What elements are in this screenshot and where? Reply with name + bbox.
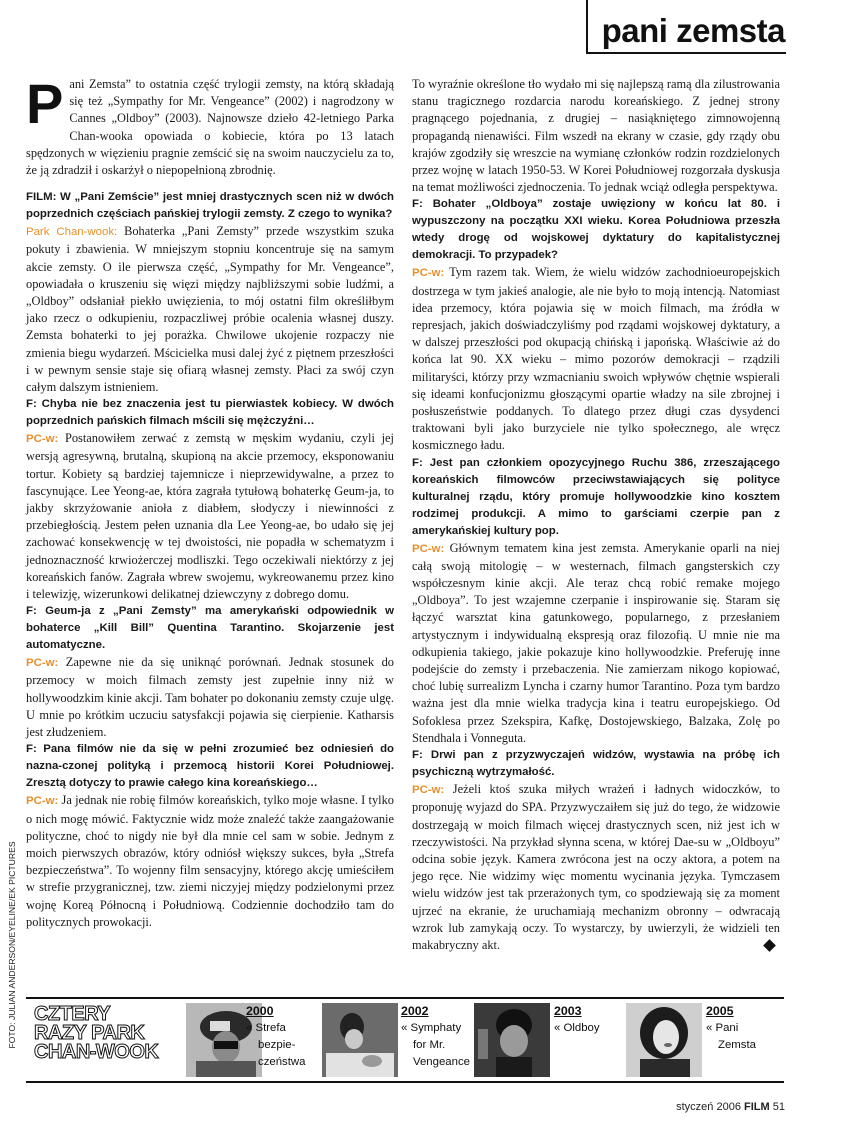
- question: F: Drwi pan z przyzwyczajeń widzów, wystawia na próbę ich psychiczną wytrzymałość.: [412, 749, 780, 779]
- film-title: for Mr.: [413, 1039, 446, 1051]
- answer-text: Ja jednak nie robię filmów koreańskich, tylko moje własne. I tylko o nich mogę mówić. Faktycznie widz może znaleźć także zaangażowanie polityczne, choć to nigdy nie był dla mnie cel sam w sobie. Jednym z moich pierwszych obrazów, który odniósł większy sukces, była „Strefa bezpieczeństwa”. To wojenny film sensacyjny, którego akcję umieściłem w strefie przygranicznej, tzw. ziemi niczyjej między podzielonymi przez wojnę Koreą Północną i Południową. Codziennie dochodziło tam do politycznych prowokacji.: [26, 793, 394, 929]
- film-title: « Pani: [706, 1022, 739, 1034]
- question: F: Jest pan członkiem opozycyjnego Ruchu 386, zrzeszającego koreańskich filmowców przeciwstawiających się polityce kulturalnej rządu, który promuje hollywoodzkie kino kosztem rodzimej produkcji. A mimo to garściami czerpie pan z amerykańskiej kultury pop.: [412, 456, 780, 537]
- film-title: « Oldboy: [554, 1022, 600, 1034]
- film-year: 2000: [246, 1004, 274, 1018]
- film-entry: [706, 1003, 756, 1054]
- speaker-label: Park Chan-wook:: [26, 226, 118, 239]
- film-entry: [554, 1003, 600, 1037]
- question: F: Chyba nie bez znaczenia jest tu pierwiastek kobiecy. W dwóch poprzednich pańskich filmach mścili się mężczyźni…: [26, 398, 394, 428]
- speaker-label: PC-w:: [412, 267, 445, 280]
- oldboy-photo: [474, 1003, 550, 1077]
- film-year: 2002: [401, 1004, 429, 1018]
- speaker-label: PC-w:: [412, 542, 445, 555]
- answer: [26, 654, 394, 741]
- magazine-name: FILM: [744, 1101, 770, 1113]
- continued-paragraph: To wyraźnie określone tło wydało mi się najlepszą ramą dla zilustrowania stanu tragicznego rozdarcia narodu koreańskiego. Z jednej strony pragnącego pojednania, z drugiej – nasiąkniętego zimnowojenną propagandą nienawiści. Film wszedł na ekrany w czasie, gdy rządy obu krajów zgodziły się wreszcie na wymianę członków rodzin rozdzielonych przez wojnę w latach 1950-53. W Korei Południowej rozgorzała dyskusja na temat możliwości zjednoczenia. To jednak wciąż odległa perspektywa.: [412, 77, 780, 195]
- heading-line: CHAN-WOOK: [34, 1041, 159, 1063]
- photo-credit: [2, 770, 16, 1130]
- film-year: 2003: [554, 1004, 582, 1018]
- dinner-scene-photo: [322, 1003, 398, 1077]
- header-rule-vertical: [586, 0, 588, 54]
- answer-text: Tym razem tak. Wiem, że wielu widzów zachodnioeuropejskich dostrzega w tym jakieś analogie, ale nie było to moją intencją. Natomiast idea przemocy, która pojawia się w moich filmach, ma źródła w represjach, jakich doświadczyliśmy pod rządami wojskowej dyktatury, a w dalszej przeszłości pod okupacją chińską i japońską. Właściwie aż do końca lat 90. XX wieku – mimo pozorów demokracji – rządzili militaryści, którzy przy wzmacnianiu swoich wpływów chętnie wspierali się ideami konfucjonizmu głoszącymi opartie władzy na sile zbrojnej i posłuszeństwie poddanych. To dlatego przez długi czas dysydenci traktowani byli jako burzyciele nie tylko społecznego, ale wręcz kosmicznego ładu.: [412, 265, 780, 453]
- header-rule-horizontal: [586, 52, 786, 54]
- end-mark-icon: [763, 939, 776, 952]
- intro-paragraph: [26, 72, 394, 179]
- heading-line: CZTERY: [34, 1003, 111, 1025]
- speaker-label: PC-w:: [412, 784, 445, 797]
- film-entry: [401, 1003, 470, 1071]
- qa-block: [26, 741, 394, 931]
- film-title: « Symphaty: [401, 1022, 462, 1034]
- question: FILM: W „Pani Zemście” jest mniej drastycznych scen niż w dwóch poprzednich częściach pańskiej trylogii zemsty. Z czego to wynika?: [26, 191, 394, 221]
- film-year: 2005: [706, 1004, 734, 1018]
- qa-block: [26, 396, 394, 603]
- speaker-label: PC-w:: [26, 657, 59, 670]
- intro-text: ani Zemsta” to ostatnia część trylogii zemsty, na którą składają się też „Sympathy for Mr. Vengeance” (2002) i nagrodzony w Cannes „Oldboy” (2003). Najnowsze dzieło 42-letniego Parka Chan-wooka opowiada o kobiecie, która po 13 latach spędzonych w więzieniu pragnie zemścić się na swoim nauczycielu za to, że ją zdradził i oskarżył o niepopełnioną zbrodnię.: [26, 77, 394, 178]
- film-title: Zemsta: [718, 1039, 756, 1051]
- answer: [412, 781, 780, 954]
- filmography-strip: [26, 997, 784, 1083]
- question: F: Pana filmów nie da się w pełni zrozumieć bez odniesień do nazna-czonej polityką i przemocą historii Korei Południowej. Zresztą dotyczy to prawie całego kina koreańskiego…: [26, 743, 394, 790]
- film-still-image: [474, 1003, 550, 1077]
- answer-text: Głównym tematem kina jest zemsta. Amerykanie oparli na niej całą swoją mitologię – w westernach, filmach gangsterskich czy współczesnym kinie akcji. Ale teraz chcą robić remake mojego „Oldboya”. To jest wzajemne czerpanie i inspirowanie się. Staram się łączyć warsztat kina gatunkowego, popularnego, z przesłaniem artystycznym i indywidualną ekspresją oraz filozofią. U mnie nie ma odkupienia takiego, jakie pokazuje kino hollywoodzkie. Preferuję inne podejście do zemsty i przebaczenia. Nie zamierzam nikogo kopiować, choć lubię surrealizm Lyncha i czarny humor Tarantino. Poza tym bardzo ważna jest dla mnie wielka tradycja kina i teatru europejskiego. Od Sofoklesa przez Szekspira, Kafkę, Dostojewskiego, Balzaka, Zolę po Stendhala i Vonneguta.: [412, 540, 780, 745]
- photo-credit-text: FOTO: JULIAN ANDERSON/EYELINE/EK PICTURES: [7, 841, 17, 1049]
- film-title: czeństwa: [258, 1056, 306, 1068]
- dropcap: P: [26, 72, 64, 135]
- answer-text: Jeżeli ktoś szuka miłych wrażeń i ładnych widoczków, to proponuję wyjazd do SPA. Przyzwyczaiłem się już do tego, że widzowie dostrzegają w moich filmach więcej drastycznych scen, niż jest ich w rzeczywistości. Na przykład słynna scena, w której Dae-su w „Oldboyu” odcina sobie język. Kamera zwrócona jest na oczy aktora, a potem na jego ręce. Nie widzimy więc momentu wycinania języka. Tymczasem wielu widzów jest tak przerażonych tym, co spodziewają się za moment ujrzeć na ekranie, że uruchamiają mechanizm obronny – odwracają wzrok lub zamykają oczy. To wystarczy, by uwierzyli, że widzieli ten makabryczny akt.: [412, 782, 780, 952]
- speaker-label: PC-w:: [26, 433, 59, 446]
- answer-text: Bohaterka „Pani Zemsty” przede wszystkim szuka pokuty i zbawienia. W mniejszym stopniu koncentruje się na samym akcie zemsty. O ile pierwsza część, „Sympathy for Mr. Vengeance”, opowiadała o kruszeniu się więzi między najbliższymi sobie ludźmi, a „Oldboy” odsłaniał piekło uwięzienia, to mój ostatni film określiłbym jako rzecz o odkupieniu, rozpaczliwej próbie ocalenia własnej duszy. Zemsta bohaterki to jej porażka. Chwilowe ukojenie rozpaczy nie zmienia biegu wydarzeń. Mścicielka musi dalej żyć z piętnem przeszłości i w pewnym sensie staje się ofiarą własnej zemsty. Płaci za swój czyn całym dalszym istnieniem.: [26, 224, 394, 395]
- qa-block: [412, 747, 780, 954]
- qa-block: [412, 196, 780, 454]
- film-title: « Strefa: [246, 1022, 286, 1034]
- left-column: [26, 72, 394, 931]
- heading-line: RAZY PARK: [34, 1022, 145, 1044]
- question: F: Bohater „Oldboya” zostaje uwięziony w końcu lat 80. i wypuszczony na początku XXI wieku. Korea Południowa przeszła wtedy drogę od wojskowej dyktatury do kapitalistycznej demokracji. To przypadek?: [412, 198, 780, 262]
- answer: [412, 264, 780, 454]
- speaker-label: PC-w:: [26, 795, 59, 808]
- film-title: Vengeance: [413, 1056, 471, 1068]
- qa-block: [26, 603, 394, 741]
- film-title: bezpie-: [258, 1039, 296, 1051]
- film-still-image: [322, 1003, 398, 1077]
- right-column: [412, 76, 780, 954]
- page-number: 51: [772, 1101, 785, 1113]
- question: F: Geum-ja z „Pani Zemsty” ma amerykański odpowiednik w bohaterce „Kill Bill” Quentina Tarantino. Skojarzenie jest automatyczne.: [26, 605, 394, 652]
- answer-text: Zapewne nie da się uniknąć porównań. Jednak stosunek do przemocy w moich filmach zemsty jest zupełnie inny niż w hollywoodzkim kinie akcji. Tam bohater po dokonaniu zemsty czuje ulgę. U mnie po krótkim uczuciu satysfakcji pojawia się cierpienie. Katharsis jest złudzeniem.: [26, 655, 394, 740]
- issue-date: styczeń 2006: [676, 1101, 741, 1113]
- lady-vengeance-photo: [626, 1003, 702, 1077]
- film-still-image: [626, 1003, 702, 1077]
- film-entry: [246, 1003, 305, 1071]
- answer: [26, 430, 394, 603]
- qa-block: [412, 455, 780, 747]
- qa-block: [26, 189, 394, 396]
- answer: [26, 223, 394, 396]
- answer: [412, 540, 780, 747]
- answer: [26, 792, 394, 931]
- article-title: pani zemsta: [601, 12, 785, 49]
- page-footer: [676, 1101, 785, 1113]
- filmography-heading: [34, 1005, 184, 1062]
- answer-text: Postanowiłem zerwać z zemstą w męskim wydaniu, czyli jej wersją agresywną, brutalną, skupioną na akcie przemocy, eksponowaniu tortur. Kobiety są bardziej tajemnicze i nieprzewidywalne, a przez to fascynujące. Lee Yeong-ae, która zagrała tytułową bohaterkę Geum-ja, to jakby skrzyżowanie anioła z diabłem, słodyczy i niewinności z przebiegłością. Jestem pełen uznania dla Lee Yeong-ae, bo udało się jej zachować konsekwencję w tej dwoistości, nie popadła w schematyzm i jednoznaczność krwiożerczej modliszki. Tego oczekiwali niektórzy z jej koreańskich fanów. Zagrała wbrew swojemu, wykreowanemu przez kino i telewizję, wizerunkowi delikatnej dziewczyny z dobrego domu.: [26, 431, 394, 602]
